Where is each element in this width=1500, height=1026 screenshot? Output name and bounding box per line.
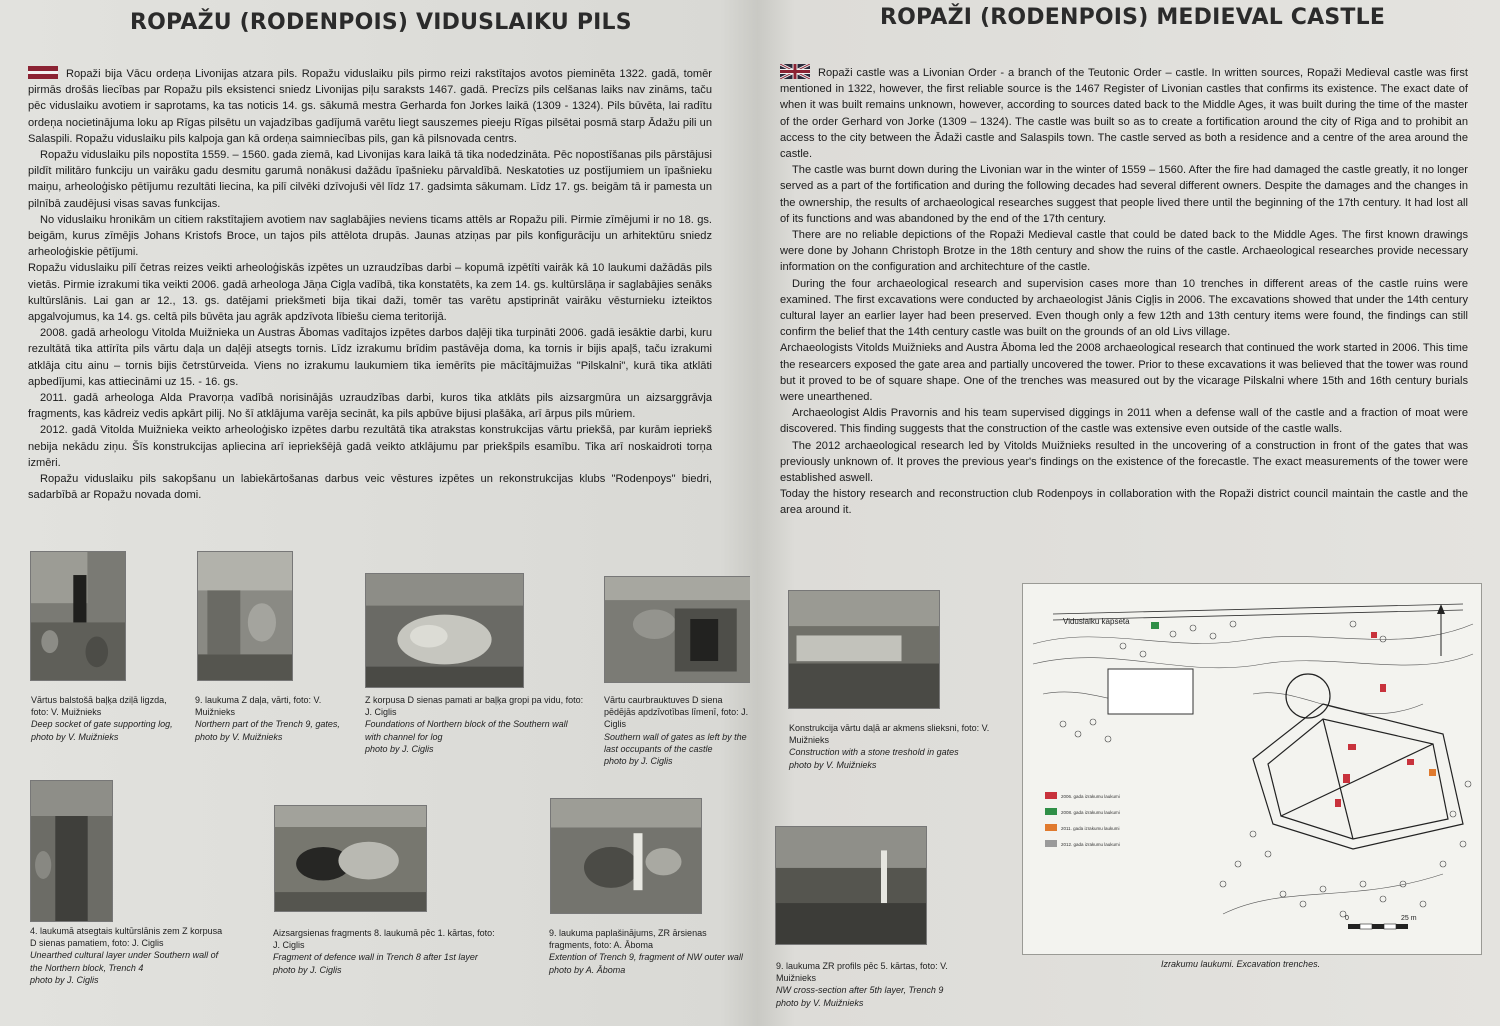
excavation-photo bbox=[775, 826, 927, 945]
photo-caption: Vārtus balstošā baļķa dziļā ligzda, foto: V. Muižnieks Deep socket of gate supporting log, photo by V. Muižnieks bbox=[31, 695, 173, 742]
paragraph: Ropažu viduslaiku pils sakopšanu un labiekārtošanas darbus veic vēstures izpētes un rekonstrukcijas klubs "Rodenpoys" biedri, sadarbībā ar Ropažu novada domi. bbox=[28, 473, 712, 502]
excavation-map bbox=[1022, 583, 1482, 955]
legend-item: 2006. gada izrakumu laukumi bbox=[1061, 794, 1120, 799]
paragraph: Ropaži castle was a Livonian Order - a branch of the Teutonic Order – castle. In written sources, Ropaži Medieval castle was first mentioned in 1322, however, the first reliable source is the 1467 Register of Livonian castles that confirms its existence. The exact date of when it was built remains unknown, however, according to sources dated back to the Middle Ages, it was built during the time of the master of the order Gerhard von Jorke (1309 – 1324). The castle was built so as to create a fortification around the city of Riga and to prohibit an access to the city between the Ādaži castle and Salaspils town. The castle served as both a residence and a centre of the area around the castle. bbox=[780, 64, 1468, 162]
paragraph: Archaeologist Aldis Pravornis and his team supervised diggings in 2011 when a defense wall of the castle and a fraction of moat were discovered. This finding suggests that the construction of the castle was extensive even outside of the castle walls. bbox=[780, 407, 1468, 436]
paragraph: 2008. gadā arheologu Vitolda Muižnieka un Austras Ābomas vadītajos izpētes darbos daļēji tika turpināti 2006. gadā iesāktie darbi, kuru rezultātā tika attīrīta pils vārtu daļa un daļēji atsegts tornis. Līdz izrakumu brīdim pastāvēja doma, ka tornis ir bijis apaļš, taču izrakumi atklāja citu ainu – tornis bijis četrstūrveida. Viens no izrakumu laukumiem tika iemērīts pie mācītājmuižas "Pilskalni", kurā tika atklāti apbedījumi, kas attiecināmi uz 15. - 16. gs. bbox=[28, 327, 712, 388]
photo-caption: 9. laukuma ZR profils pēc 5. kārtas, foto: V. Muižnieks NW cross-section after 5th layer, Trench 9 photo by V. Muižnieks bbox=[776, 961, 948, 1008]
scale-start-label: 0 bbox=[1345, 915, 1349, 922]
english-column bbox=[750, 0, 1500, 1026]
excavation-photo bbox=[30, 780, 113, 922]
excavation-photo bbox=[274, 805, 427, 912]
photo-caption: 4. laukumā atsegtais kultūrslānis zem Z korpusa D sienas pamatiem, foto: J. Ciglis Unearthed cultural layer under Southern wall of the Northern block, Trench 4 photo by J. Ciglis bbox=[30, 926, 223, 985]
paragraph: Ropažu viduslaiku pilī četras reizes veikti arheoloģiskās izpētes un uzraudzības darbi – kopumā izpētīti vairāk kā 10 laukumi dažādās pils vietās. Pirmie izrakumi tika veikti 2006. gadā arheologa Jāņa Cigļa vadībā, tika konstatēts, ka zem 14. gs. kultūrslāņa ir saglabājies senāks kultūrslānis. Lai gan ar 12., 13. gs. datējami priekšmeti bija tikai daži, tomēr tas varētu apstiprināt vairāku vēsturnieku izteiktos apgalvojumus, ka 14. gs. celtā pils būvēta jau agrāk apdzīvota lībiešu ciema teritorijā. bbox=[28, 262, 712, 324]
paragraph: 2012. gadā Vitolda Muižnieka veikto arheoloģisko izpētes darbu rezultātā tika atrakstas konstrukcijas vārtu priekšā, par kurām iepriekš nebija nekādu ziņu. Šīs konstrukcijas apliecina arī iepriekšējā gadā veikto atklājumu par priekšpils esamību. Tika arī noskaidroti torņa izmēri. bbox=[28, 424, 712, 469]
photo-caption: 9. laukuma Z daļa, vārti, foto: V. Muižnieks Northern part of the Trench 9, gates, photo by V. Muižnieks bbox=[195, 695, 340, 742]
photo-caption: 9. laukuma paplašinājums, ZR ārsienas fragments, foto: A. Āboma Extention of Trench 9, fragment of NW outer wall photo by A. Āboma bbox=[549, 928, 743, 975]
excavation-photo bbox=[550, 798, 702, 914]
excavation-photo bbox=[197, 551, 293, 681]
photo-caption: Konstrukcija vārtu daļā ar akmens slieksni, foto: V. Muižnieks Construction with a stone treshold in gates photo by V. Muižnieks bbox=[789, 723, 990, 770]
paragraph: During the four archaeological research and supervision cases more than 10 trenches in different areas of the castle ruins were examined. The first excavations were conducted by archaeologist Jānis Cigļis in 2006. The excavations showed that under the 14th century cultural layer an earlier layer had been preserved. Even though only a few 12th and 13th century items were found, the findings can still confirm the belief that the 14th century castle was built on the grounds of an old Livs village. bbox=[780, 277, 1468, 339]
legend-item: 2012. gada izrakumu laukumi bbox=[1061, 842, 1120, 847]
map-caption: Izrakumu laukumi. Excavation trenches. bbox=[1161, 959, 1321, 969]
paragraph: The castle was burnt down during the Livonian war in the winter of 1559 – 1560. After the fire had damaged the castle greatly, it no longer served as a part of the fortification and during the following decades had several different owners. Despite the damages and the changes in the ownership, the results of archaeological researches suggest that people lived there until the beginning of the 17th century. It had lost all of its functions and was abandoned by the end of the 17th century. bbox=[780, 164, 1468, 225]
paragraph: Today the history research and reconstruction club Rodenpoys in collaboration with the Ropaži district council maintain the castle and the area around it. bbox=[780, 488, 1468, 517]
paragraph: 2011. gadā arheologa Alda Pravorņa vadībā norisinājās uzraudzības darbi, kuros tika atklāts pils aizsargmūra un aizsarggrāvja fragments, kas kādreiz vedis apkārt pilij. No šī atklājuma varēja secināt, ka pils apbūve bijusi plašāka, arī ārpus pils mūriem. bbox=[28, 392, 712, 421]
paragraph: No viduslaiku hronikām un citiem rakstītajiem avotiem nav saglabājies neviens ticams attēls ar Ropažu pili. Pirmie zīmējumi ir no 18. gs. beigām, kurus zīmējis Johans Kristofs Broce, un tajos pils attēlota drupās. Jaunas atziņas par pils konfigurāciju un arhitektūru sniedz arheoloģiskie pētījumi. bbox=[28, 213, 712, 259]
excavation-photo bbox=[30, 551, 126, 681]
photo-caption: Aizsargsienas fragments 8. laukumā pēc 1. kārtas, foto: J. Ciglis Fragment of defence wall in Trench 8 after 1st layer photo by J. Ciglis bbox=[273, 928, 495, 975]
map-top-label: Viduslaiku kapsēta bbox=[1063, 617, 1130, 626]
excavation-photo bbox=[604, 576, 750, 683]
scale-end-label: 25 m bbox=[1401, 915, 1417, 922]
latvian-title: ROPAŽU (RODENPOIS) VIDUSLAIKU PILS bbox=[130, 10, 632, 35]
english-text bbox=[780, 64, 1468, 519]
photo-caption: Vārtu caurbrauktuves D siena pēdējās apdzīvotības līmenī, foto: J. Ciglis Southern wall of gates as left by the last occupants of the castle photo by J. Ciglis bbox=[604, 695, 749, 767]
excavation-photo bbox=[788, 590, 940, 709]
english-title: ROPAŽI (RODENPOIS) MEDIEVAL CASTLE bbox=[880, 5, 1386, 30]
latvian-text bbox=[28, 66, 712, 503]
paragraph: Ropaži bija Vācu ordeņa Livonijas atzara pils. Ropažu viduslaiku pils pirmo reizi rakstītajos avotos pieminēta 1322. gadā, tomēr pirmās drošās liecības par Ropažu pils eksistenci sniedz Livonijas piļu saraksts 1467. gadā. Precīzs pils celšanas laiks nav zināms, taču pēc viduslaiku avotiem ir saprotams, ka tas noticis 14. gs. sākumā mestra Gerharda fon Jorkes laikā (1309 - 1324). Pils būvēta, lai radītu ordeņa nocietinājuma loku ap Rīgas pilsētu un vajadzības gadījumā varētu liegt sauszemes pieeju Rīgas pilsētai posmā starp Ādažu pili un Salaspili. Ropažu viduslaiku pils kalpoja gan kā ordeņa saimniecības pils, gan kā pilsnovada centrs. bbox=[28, 68, 712, 145]
latvian-flag-icon bbox=[28, 66, 58, 79]
legend-item: 2011. gada izrakumu laukumi bbox=[1061, 826, 1120, 831]
uk-flag-icon bbox=[780, 64, 810, 79]
paragraph: The 2012 archaeological research led by Vitolds Muižnieks resulted in the uncovering of a construction in front of the gates that was previously unknown of. It proves the previous year's findings on the existence of the forecastle. The exact measurements of the tower were established aswell. bbox=[780, 439, 1468, 485]
legend-item: 2008. gada izrakumu laukumi bbox=[1061, 810, 1120, 815]
paragraph: There are no reliable depictions of the Ropaži Medieval castle that could be dated back to the Middle Ages. The first known drawings were done by Johann Christoph Brotze in the 18th century and show the ruins of the castle. Archaeological researches provide necessary information on the configuration and architechture of the castle. bbox=[780, 229, 1468, 274]
photo-caption: Z korpusa D sienas pamati ar baļķa gropi pa vidu, foto: J. Ciglis Foundations of Northern block of the Southern wall with channel for log photo by J. Ciglis bbox=[365, 695, 584, 754]
paragraph: Archaeologists Vitolds Muižnieks and Austra Āboma led the 2008 archaeological research that continued the work started in 2006. This time the researcers exposed the gate area and partially uncovered the tower. Prior to these excavations it was believed that the tower was round but it proved to be of square shape. One of the trenches was measured out by the vicarage Pilskalni where 15th and 16th century burials were unearthened. bbox=[780, 342, 1468, 404]
paragraph: Ropažu viduslaiku pils nopostīta 1559. – 1560. gada ziemā, kad Livonijas kara laikā tā tika nodedzināta. Pēc nopostīšanas pils pārstājusi pildīt militāro funkciju un vairāku gadu desmitu garumā nonākusi dažādu īpašnieku pārvaldībā. Neskatoties uz postījumiem un īpašnieku maiņu, arheoloģisko pētījumu rezultāti liecina, ka pilī cilvēki dzīvojuši vēl līdz 17. gadsimta sākumam. Līdz 17. gs. beigām tā ir pamesta un pilnībā zaudējusi visas savas funkcijas. bbox=[28, 149, 712, 210]
excavation-photo bbox=[365, 573, 524, 688]
